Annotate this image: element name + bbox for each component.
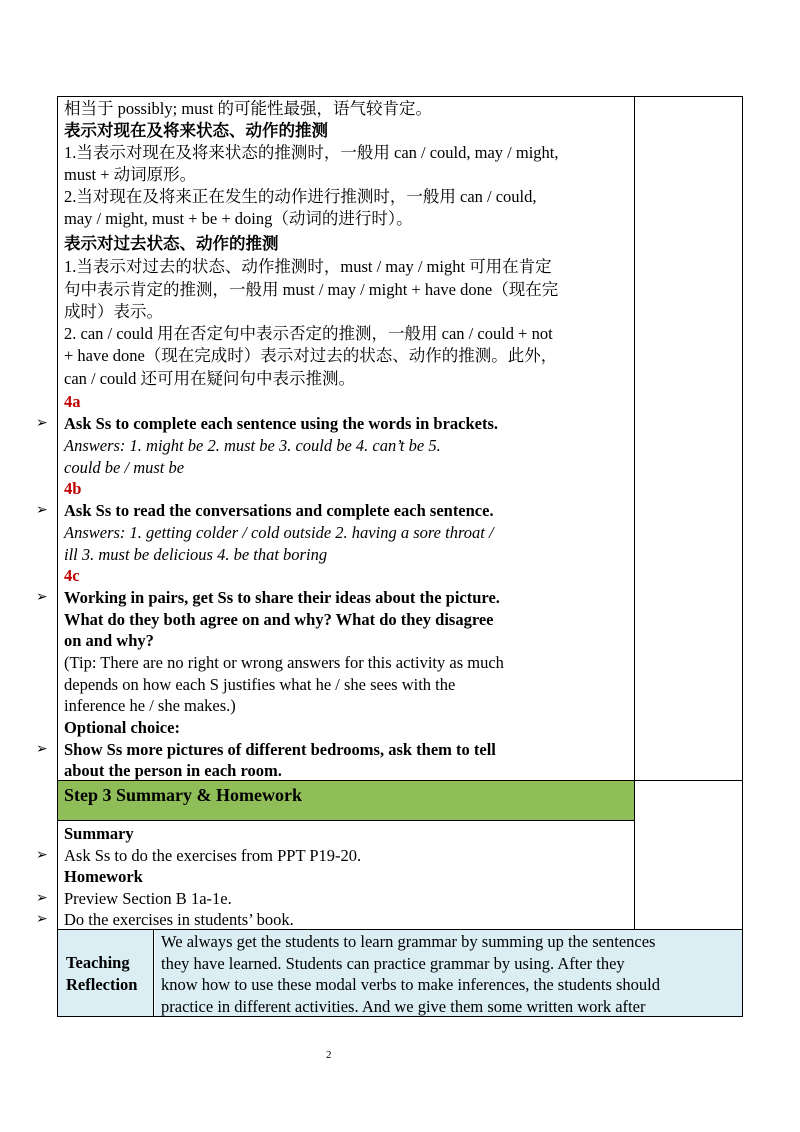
section-heading-past-inference: 表示对过去状态、动作的推测 (64, 234, 279, 253)
bullet-arrow-icon: ➢ (36, 502, 48, 518)
reflection-label-line: Teaching (66, 953, 130, 972)
section-heading-present-inference: 表示对现在及将来状态、动作的推测 (64, 121, 328, 140)
summary-item: Ask Ss to do the exercises from PPT P19-20. (64, 846, 362, 865)
optional-choice-label: Optional choice: (64, 718, 180, 737)
bullet-arrow-icon: ➢ (36, 415, 48, 431)
homework-item: Preview Section B 1a-1e. (64, 889, 232, 908)
bullet-arrow-icon: ➢ (36, 847, 48, 863)
table-border-left (57, 96, 58, 1017)
bullet-arrow-icon: ➢ (36, 911, 48, 927)
homework-item: Do the exercises in students’ book. (64, 910, 294, 929)
reflection-text (161, 931, 741, 1017)
body-text: 2. can / could 用在否定句中表示否定的推测，一般用 can / could + not (64, 324, 553, 343)
reflection-label (66, 952, 137, 995)
bullet-arrow-icon: ➢ (36, 741, 48, 757)
bullet-arrow-icon: ➢ (36, 890, 48, 906)
body-text: 句中表示肯定的推测，一般用 must / may / might + have done（现在完 (64, 280, 559, 299)
body-text: + have done（现在完成时）表示对过去的状态、动作的推测。此外， (64, 346, 558, 365)
tip-text: depends on how each S justifies what he / she sees with the (64, 675, 456, 694)
answers-4b: ill 3. must be delicious 4. be that boring (64, 545, 328, 564)
body-text: 1.当表示对现在及将来状态的推测时，一般用 can / could, may / might, (64, 143, 559, 162)
row-divider-step3-bottom (57, 820, 635, 821)
homework-heading: Homework (64, 867, 143, 886)
answers-4a: Answers: 1. might be 2. must be 3. could be 4. can’t be 5. (64, 436, 441, 455)
table-border-top (57, 96, 743, 97)
body-text: can / could 还可用在疑问句中表示推测。 (64, 369, 356, 388)
body-text: must + 动词原形。 (64, 165, 197, 184)
table-column-divider (634, 96, 635, 930)
body-text: may / might, must + be + doing（动词的进行时）。 (64, 209, 413, 228)
reflection-text-line: We always get the students to learn grammar by summing up the sentences (161, 932, 656, 951)
body-text: 1.当表示对过去的状态、动作推测时，must / may / might 可用在肯定 (64, 257, 552, 276)
reflection-label-line: Reflection (66, 974, 138, 994)
reflection-column-divider (153, 929, 154, 1017)
summary-heading: Summary (64, 824, 134, 843)
tip-text: (Tip: There are no right or wrong answers for this activity as much (64, 653, 504, 672)
instruction-4c: Working in pairs, get Ss to share their ideas about the picture. (64, 588, 500, 607)
body-text: 相当于 possibly; must 的可能性最强，语气较肯定。 (64, 99, 433, 118)
answers-4b: Answers: 1. getting colder / cold outside 2. having a sore throat / (64, 523, 494, 542)
answers-4a: could be / must be (64, 458, 185, 477)
instruction-4a: Ask Ss to complete each sentence using the words in brackets. (64, 414, 499, 433)
section-label-4c: 4c (64, 566, 80, 585)
instruction-4c: What do they both agree on and why? What do they disagree (64, 610, 494, 629)
page-number: 2 (326, 1049, 332, 1061)
reflection-text-line: practice in different activities. And we give them some written work after (161, 996, 646, 1016)
body-text: 2.当对现在及将来正在发生的动作进行推测时，一般用 can / could, (64, 187, 537, 206)
instruction-4b: Ask Ss to read the conversations and complete each sentence. (64, 501, 494, 520)
body-text: 成时）表示。 (64, 302, 163, 321)
optional-instruction: Show Ss more pictures of different bedrooms, ask them to tell (64, 740, 496, 759)
section-label-4b: 4b (64, 479, 82, 498)
step3-title: Step 3 Summary & Homework (64, 785, 302, 805)
section-label-4a: 4a (64, 392, 81, 411)
table-border-right (742, 96, 743, 1017)
reflection-text-line: they have learned. Students can practice grammar by using. After they (161, 953, 625, 973)
bullet-arrow-icon: ➢ (36, 589, 48, 605)
optional-instruction: about the person in each room. (64, 761, 282, 780)
reflection-text-line: know how to use these modal verbs to make inferences, the students should (161, 975, 661, 994)
tip-text: inference he / she makes.) (64, 696, 236, 715)
instruction-4c: on and why? (64, 631, 154, 650)
